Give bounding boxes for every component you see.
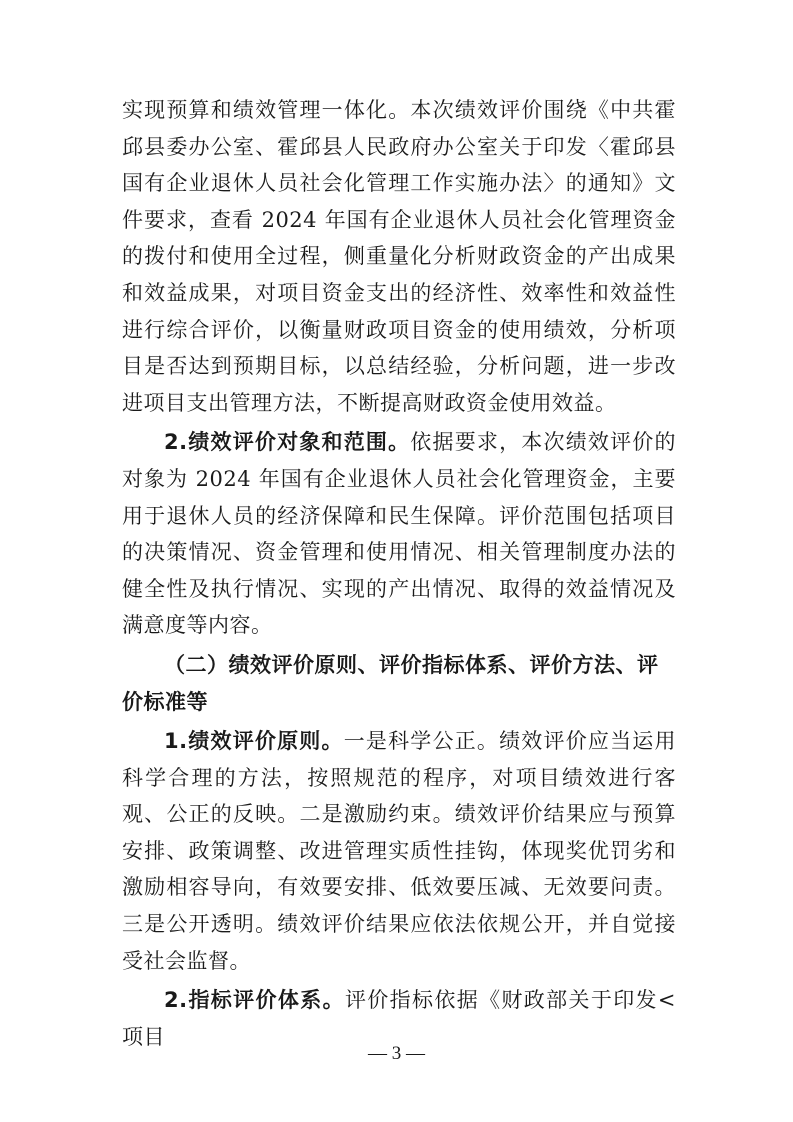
paragraph-principles <box>122 723 676 979</box>
paragraph-lead: 1.绩效评价原则。 <box>164 729 344 754</box>
section-heading: （二）绩效评价原则、评价指标体系、评价方法、评价标准等 <box>122 652 659 714</box>
paragraph-lead: 2.绩效评价对象和范围。 <box>164 430 411 455</box>
paragraph-text: 依据要求，本次绩效评价的对象为 2024 年国有企业退休人员社会化管理资金，主要用于退休人员的经济保障和民生保障。评价范围包括项目的决策情况、资金管理和使用情况、相关管理制度办法的健全性及执行情况、实现的产出情况、取得的效益情况及满意度等内容。 <box>122 430 676 638</box>
page-number: — 3 — <box>368 1043 425 1064</box>
paragraph-text: 评价指标依据《财政部关于印发<项目 <box>122 988 676 1049</box>
paragraph-object-scope <box>122 424 676 644</box>
paragraph-lead: 2.指标评价体系。 <box>164 988 345 1013</box>
paragraph-purpose: 实现预算和绩效管理一体化。本次绩效评价围绕《中共霍邱县委办公室、霍邱县人民政府办公室关于印发〈霍邱县国有企业退休人员社会化管理工作实施办法〉的通知》文件要求，查看 2024 年国有企业退休人员社会化管理资金的拨付和使用全过程，侧重量化分析财政资金的产出成果和效益成果，对项目资金支出的经济性、效率性和效益性进行综合评价，以衡量财政项目资金的使用绩效，分析项目是否达到预期目标，以总结经验，分析问题，进一步改进项目支出管理方法，不断提高财政资金使用效益。 <box>122 98 676 415</box>
paragraph-text: 一是科学公正。绩效评价应当运用科学合理的方法，按照规范的程序，对项目绩效进行客观、公正的反映。二是激励约束。绩效评价结果应与预算安排、政策调整、改进管理实质性挂钩，体现奖优罚劣和激励相容导向，有效要安排、低效要压减、无效要问责。三是公开透明。绩效评价结果应依法依规公开，并自觉接受社会监督。 <box>122 729 677 973</box>
document-body <box>122 92 676 1055</box>
